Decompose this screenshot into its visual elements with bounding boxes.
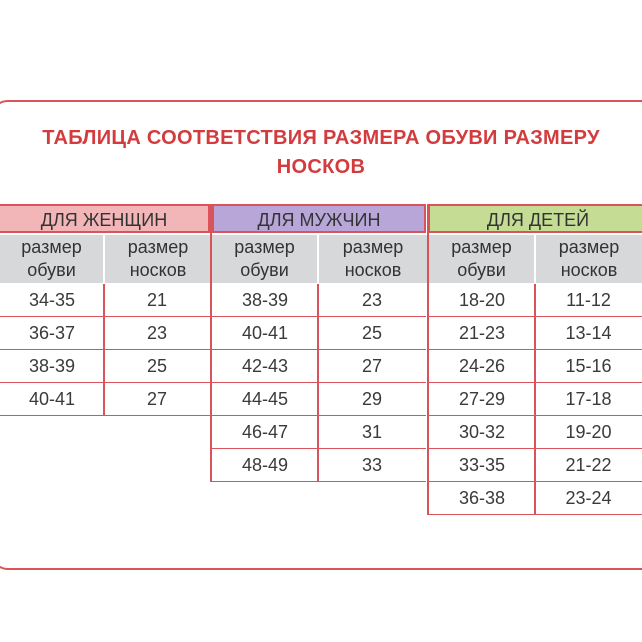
men-shoe-size-header: размер обуви: [212, 235, 317, 283]
women-shoe-size-header: размер обуви: [0, 235, 103, 283]
table-cell: 40-41: [212, 317, 318, 350]
table-cell: 31: [318, 416, 426, 449]
table-cell: 21-23: [429, 317, 535, 350]
table-cell: 30-32: [429, 416, 535, 449]
table-cell: 36-37: [0, 317, 104, 350]
table-cell: 25: [318, 317, 426, 350]
table-cell: 34-35: [0, 284, 104, 317]
table-cell: 27: [104, 383, 210, 416]
women-group-header: ДЛЯ ЖЕНЩИН: [0, 204, 210, 233]
table-cell: 21-22: [535, 449, 642, 482]
kids-shoe-column: [429, 284, 535, 515]
title-line-1: ТАБЛИЦА СООТВЕТСТВИЯ РАЗМЕРА ОБУВИ РАЗМЕРУ: [42, 127, 600, 149]
grid-line: [427, 204, 429, 515]
table-cell: 33-35: [429, 449, 535, 482]
table-cell: 33: [318, 449, 426, 482]
table-cell: 23: [104, 317, 210, 350]
table-cell: 48-49: [212, 449, 318, 482]
table-cell: 18-20: [429, 284, 535, 317]
kids-shoe-size-header: размер обуви: [429, 235, 534, 283]
table-cell: 36-38: [429, 482, 535, 515]
table-cell: 25: [104, 350, 210, 383]
table-cell: 46-47: [212, 416, 318, 449]
men-shoe-column: [212, 284, 318, 482]
table-cell: 23: [318, 284, 426, 317]
table-cell: 13-14: [535, 317, 642, 350]
table-cell: 24-26: [429, 350, 535, 383]
grid-line: [534, 284, 536, 515]
grid-line: [317, 284, 319, 482]
kids-sock-size-header: размер носков: [536, 235, 642, 283]
page-title: [0, 124, 642, 182]
women-socks-column: [104, 284, 210, 416]
table-cell: 40-41: [0, 383, 104, 416]
table-cell: 29: [318, 383, 426, 416]
table-cell: 42-43: [212, 350, 318, 383]
table-cell: 17-18: [535, 383, 642, 416]
table-cell: 38-39: [212, 284, 318, 317]
table-cell: 19-20: [535, 416, 642, 449]
table-cell: 27-29: [429, 383, 535, 416]
title-line-2: НОСКОВ: [276, 156, 366, 178]
women-sock-size-header: размер носков: [105, 235, 211, 283]
table-cell: 11-12: [535, 284, 642, 317]
table-cell: 27: [318, 350, 426, 383]
men-socks-column: [318, 284, 426, 482]
table-cell: 44-45: [212, 383, 318, 416]
table-cell: 15-16: [535, 350, 642, 383]
table-cell: 23-24: [535, 482, 642, 515]
men-group-header: ДЛЯ МУЖЧИН: [212, 204, 426, 233]
men-sock-size-header: размер носков: [319, 235, 427, 283]
grid-line: [103, 284, 105, 416]
kids-group-header: ДЛЯ ДЕТЕЙ: [428, 204, 642, 233]
table-cell: 38-39: [0, 350, 104, 383]
table-cell: 21: [104, 284, 210, 317]
kids-socks-column: [535, 284, 642, 515]
women-shoe-column: [0, 284, 104, 416]
grid-line: [210, 204, 212, 482]
